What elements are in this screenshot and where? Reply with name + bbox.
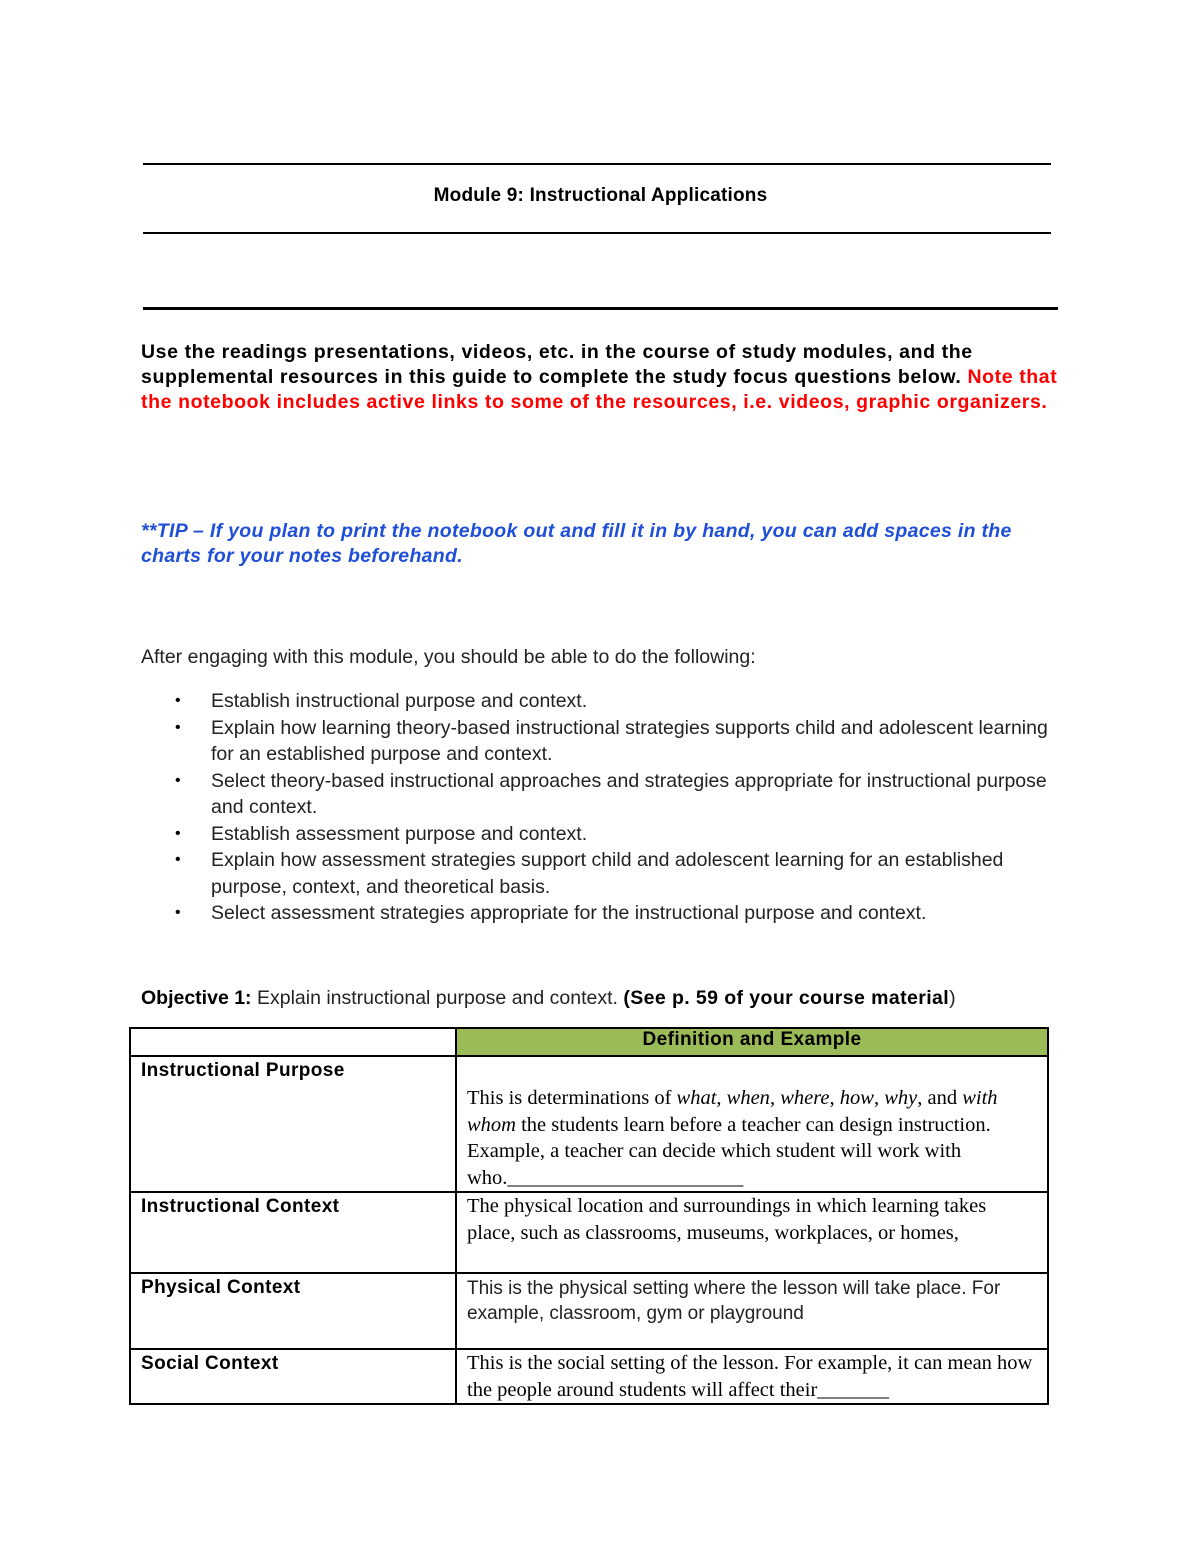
top-rule bbox=[143, 163, 1051, 165]
row-label: Physical Context bbox=[130, 1273, 456, 1349]
text-run-italic: how bbox=[839, 1087, 874, 1109]
text-run: , bbox=[769, 1087, 781, 1109]
text-run-italic: when bbox=[726, 1087, 770, 1109]
tip-paragraph: **TIP – If you plan to print the notebook out and fill it in by hand, you can add spaces in the charts for your notes beforehand. bbox=[141, 520, 1012, 567]
objective-1-heading bbox=[141, 987, 956, 1010]
intro-text: Use the readings presentations, videos, etc. in the course of study modules, and the supplemental resources in this guide to complete the study focus questions below. bbox=[141, 341, 973, 388]
definition-text bbox=[457, 1350, 1047, 1403]
text-run: , bbox=[716, 1087, 727, 1109]
row-label: Instructional Purpose bbox=[130, 1056, 456, 1192]
course-reference-close: ) bbox=[949, 987, 956, 1009]
table-row bbox=[130, 1273, 1048, 1349]
intro-paragraph bbox=[141, 340, 1061, 415]
objective-text: Select assessment strategies appropriate for the instructional purpose and context. bbox=[211, 902, 927, 924]
definition-cell bbox=[456, 1192, 1048, 1273]
text-run: , bbox=[829, 1087, 840, 1109]
text-run-italic: why bbox=[884, 1087, 918, 1109]
definition-table bbox=[129, 1027, 1049, 1405]
objective-text: Explain how assessment strategies support child and adolescent learning for an established purpose, context, and theoretical basis. bbox=[211, 849, 1004, 898]
table-row bbox=[130, 1192, 1048, 1273]
objective-label: Objective 1: bbox=[141, 987, 252, 1009]
bullet-icon: • bbox=[175, 824, 181, 842]
objective-text: Establish instructional purpose and context. bbox=[211, 690, 588, 712]
text-run: , and bbox=[917, 1087, 963, 1109]
section-divider bbox=[143, 307, 1058, 310]
header-definition: Definition and Example bbox=[456, 1028, 1048, 1056]
text-run-italic: what bbox=[676, 1087, 717, 1109]
list-item bbox=[175, 715, 1070, 768]
definition-cell bbox=[456, 1056, 1048, 1192]
definition-text: This is the physical setting where the lesson will take place. For example, classroom, gym or playground bbox=[467, 1278, 1001, 1324]
objective-text: Select theory-based instructional approaches and strategies appropriate for instructional purpose and context. bbox=[211, 769, 1047, 818]
bullet-icon: • bbox=[175, 851, 181, 868]
objective-description: Explain instructional purpose and context. bbox=[256, 987, 618, 1009]
list-item bbox=[175, 821, 1070, 848]
list-item bbox=[175, 900, 1070, 927]
text-run-italic: where bbox=[780, 1087, 830, 1109]
row-label: Instructional Context bbox=[130, 1192, 456, 1273]
objective-text: Establish assessment purpose and context. bbox=[211, 822, 588, 845]
header-blank-cell bbox=[130, 1028, 456, 1056]
definition-text bbox=[457, 1057, 1047, 1191]
intro-note: Note that the notebook includes active links to some of the resources, i.e. videos, graphic organizers. bbox=[141, 366, 1058, 413]
text-run: , bbox=[873, 1087, 885, 1109]
table-header-row bbox=[130, 1028, 1048, 1056]
bullet-icon: • bbox=[175, 904, 181, 921]
title-rule bbox=[143, 232, 1051, 234]
definition-cell bbox=[456, 1349, 1048, 1404]
learning-objectives-list bbox=[175, 688, 1070, 927]
bullet-icon: • bbox=[175, 771, 181, 789]
definition-cell bbox=[456, 1273, 1048, 1349]
objective-text: Explain how learning theory-based instructional strategies supports child and adolescent learning for an established purpose and context. bbox=[211, 716, 1048, 765]
row-label: Social Context bbox=[130, 1349, 456, 1404]
page-title: Module 9: Instructional Applications bbox=[433, 185, 768, 206]
list-item bbox=[175, 688, 1070, 715]
bullet-icon: • bbox=[175, 718, 181, 736]
text-run: the students learn before a teacher can design instruction. Example, a teacher can decide which student will work with who. bbox=[467, 1113, 991, 1189]
fill-line: _______________________ bbox=[507, 1166, 744, 1189]
text-run: This is determinations of bbox=[467, 1087, 677, 1109]
list-item bbox=[175, 847, 1070, 900]
text-run-italic: with whom bbox=[467, 1087, 998, 1136]
course-reference: (See p. 59 of your course material bbox=[623, 987, 950, 1009]
list-item bbox=[175, 768, 1070, 821]
text-run: This is the social setting of the lesson. For example, it can mean how the people around students will affect their bbox=[467, 1352, 1033, 1401]
definition-text: The physical location and surroundings in which learning takes place, such as classrooms, museums, workplaces, or homes, bbox=[467, 1195, 987, 1244]
table-row bbox=[130, 1056, 1048, 1192]
fill-line: _______ bbox=[817, 1378, 890, 1401]
bullet-icon: • bbox=[175, 692, 181, 709]
table-row bbox=[130, 1349, 1048, 1404]
objectives-intro: After engaging with this module, you should be able to do the following: bbox=[141, 646, 756, 668]
